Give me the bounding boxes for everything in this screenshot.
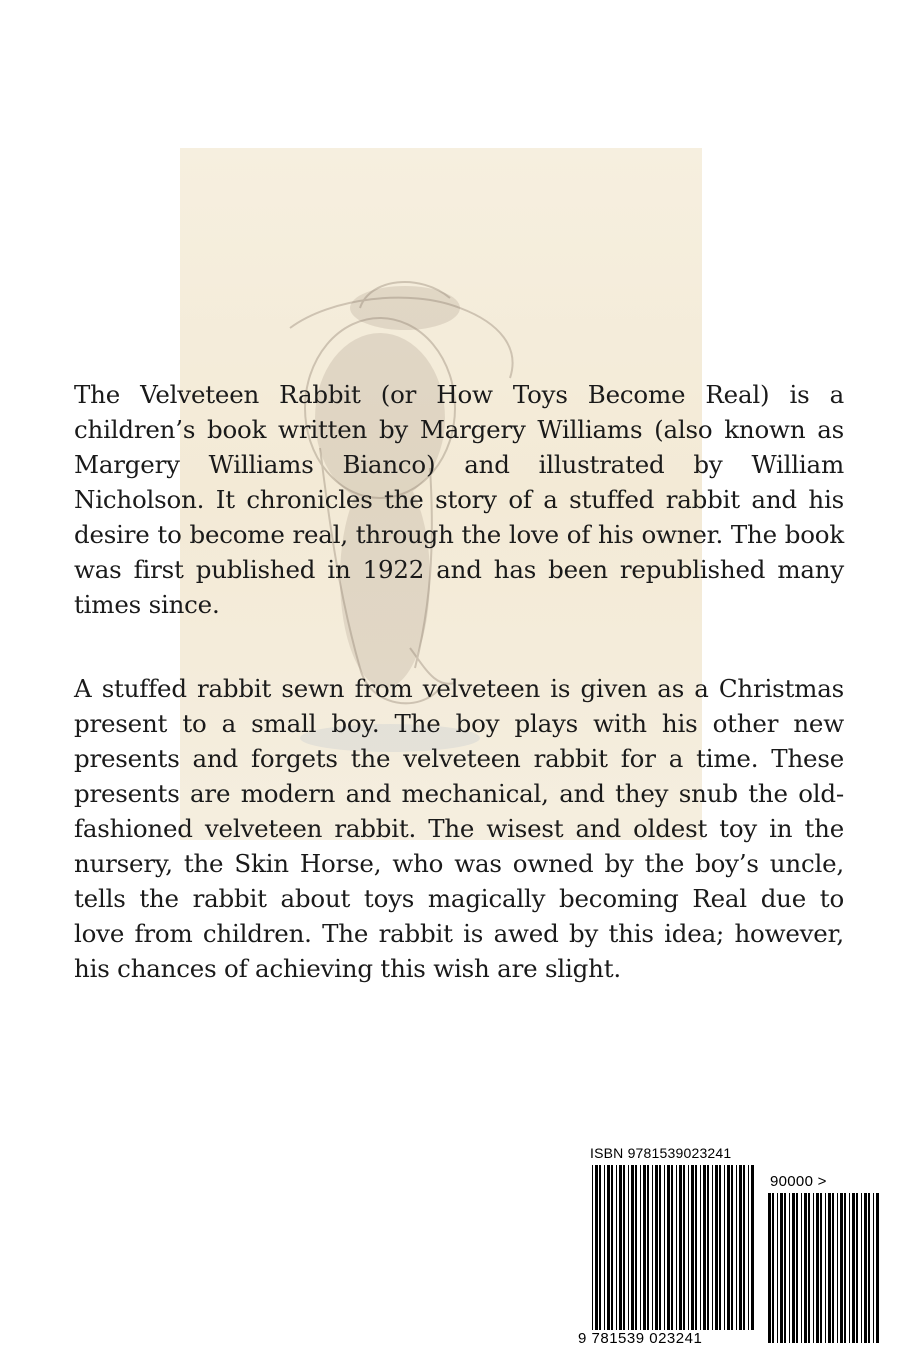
blurb-paragraph-2: A stuffed rabbit sewn from velveteen is given as a Christmas present to a small boy. The boy plays with his other new presents and forgets the velveteen rabbit for a time. These presents are modern and mechanical, and they snub the old-fashioned velveteen rabbit. The wisest and oldest toy in the nursery, the Skin Horse, who was owned by the boy’s uncle, tells the rabbit about toys magically becoming Real due to love from children. The rabbit is awed by this idea; however, his chances of achieving this wish are slight.	[74, 674, 844, 983]
blurb-paragraph-1: The Velveteen Rabbit (or How Toys Become Real) is a children’s book written by Margery Williams (also known as Margery Williams Bianco) and illustrated by William Nicholson. It chronicles the story of a stuffed rabbit and his desire to become real, through the love of his owner. The book was first published in 1922 and has been republished many times since.	[74, 380, 844, 619]
price-code: 90000 >	[770, 1173, 827, 1190]
barcode-bars	[590, 1145, 897, 1345]
isbn-label: ISBN 9781539023241	[590, 1145, 732, 1161]
barcode-digits: 9 781539 023241	[578, 1330, 703, 1347]
isbn-barcode	[578, 1145, 897, 1347]
